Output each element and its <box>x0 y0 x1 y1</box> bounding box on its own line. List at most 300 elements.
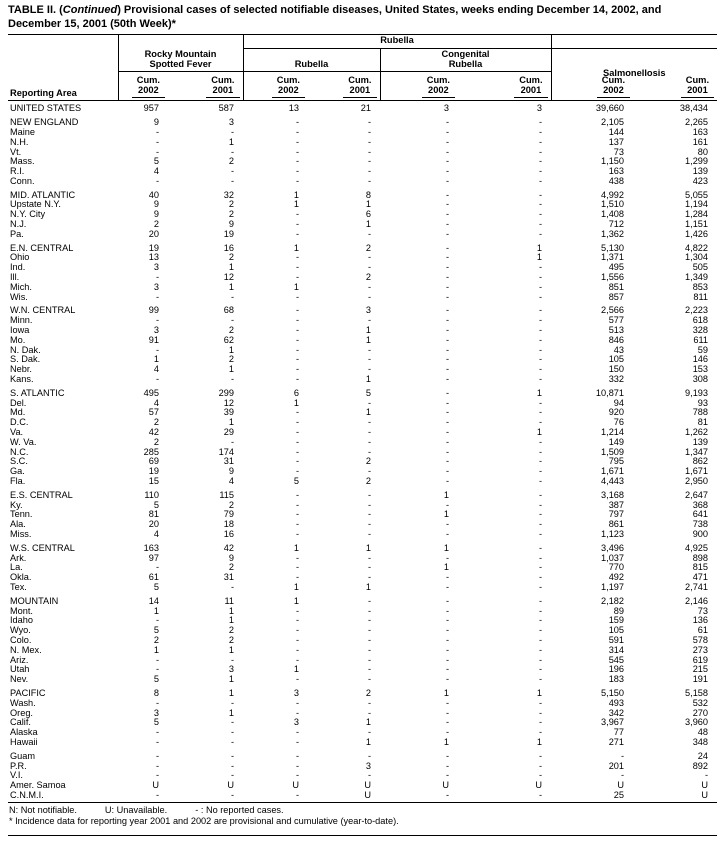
value-cell: - <box>538 291 543 302</box>
table-row <box>8 675 717 685</box>
value-cell: 14 <box>148 595 159 606</box>
value-cell: 285 <box>143 446 159 457</box>
value-cell: 5,150 <box>601 687 625 698</box>
value-cell: - <box>445 209 449 220</box>
footnote-key-line <box>9 805 717 817</box>
value-cell: 61 <box>148 572 159 583</box>
value-cell: 1 <box>228 417 234 428</box>
value-cell: - <box>445 436 449 447</box>
value-cell: - <box>295 136 299 147</box>
area-cell: W.S. CENTRAL <box>10 542 75 553</box>
value-cell: - <box>445 664 449 675</box>
value-cell: - <box>367 417 371 428</box>
value-cell: - <box>538 219 543 230</box>
value-cell: 19 <box>148 466 159 477</box>
header-group-rubella <box>243 49 380 73</box>
value-cell: 9 <box>153 199 159 210</box>
value-cell: - <box>538 572 543 583</box>
value-cell: - <box>295 156 299 167</box>
value-cell: 94 <box>613 397 625 408</box>
value-cell: - <box>367 644 371 655</box>
area-cell: Oreg. <box>10 707 33 718</box>
value-cell: 619 <box>692 654 709 665</box>
value-cell: 5 <box>365 387 371 398</box>
table-row <box>8 177 717 187</box>
value-cell: 2 <box>153 219 159 230</box>
area-cell: Nev. <box>10 674 29 685</box>
value-cell: 115 <box>219 489 234 500</box>
value-cell: 73 <box>697 605 709 616</box>
rmsf-label-line2: Spotted Fever <box>149 58 212 69</box>
header-row-groups <box>8 49 717 73</box>
value-cell: 1 <box>443 687 449 698</box>
value-cell: 788 <box>692 407 709 418</box>
value-cell: 12 <box>223 397 234 408</box>
header-rmsf-spacer <box>118 34 243 49</box>
area-cell: Colo. <box>10 634 32 645</box>
value-cell: 4,925 <box>685 542 709 553</box>
area-cell: Ga. <box>10 466 25 477</box>
value-cell: 5,158 <box>685 687 709 698</box>
value-cell: - <box>445 595 449 606</box>
value-cell: - <box>295 209 299 220</box>
value-cell: 97 <box>148 552 159 563</box>
value-cell: 146 <box>692 354 709 365</box>
value-cell: - <box>538 654 543 665</box>
value-cell: - <box>367 552 371 563</box>
value-cell: 149 <box>608 436 625 447</box>
value-cell: 861 <box>608 519 625 530</box>
value-cell: 1 <box>365 374 371 385</box>
value-cell: - <box>538 528 543 539</box>
value-cell: - <box>538 499 543 510</box>
value-cell: 495 <box>608 262 625 273</box>
column-header-cum-2002: Cum. 2002 <box>380 72 458 101</box>
value-cell: - <box>445 499 449 510</box>
footnote-no-cases: - : No reported cases. <box>195 804 284 815</box>
value-cell: 270 <box>692 707 709 718</box>
table-row <box>8 389 717 399</box>
value-cell: 4 <box>153 364 159 375</box>
value-cell: - <box>295 315 299 326</box>
area-cell: Mass. <box>10 156 35 167</box>
value-cell: U <box>617 780 625 791</box>
value-cell: 811 <box>693 291 709 302</box>
table-row <box>8 293 717 303</box>
value-cell: 91 <box>148 334 159 345</box>
value-cell: - <box>155 789 159 800</box>
value-cell: 16 <box>223 528 234 539</box>
value-cell: - <box>295 572 299 583</box>
area-cell: Conn. <box>10 175 35 186</box>
value-cell: - <box>367 466 371 477</box>
area-cell: S.C. <box>10 456 28 467</box>
value-cell: - <box>367 605 371 616</box>
value-cell: - <box>230 374 234 385</box>
value-cell: 4,992 <box>601 189 625 200</box>
congenital-label-line2: Rubella <box>448 58 483 69</box>
value-cell: 163 <box>143 542 159 553</box>
value-cell: - <box>445 674 449 685</box>
value-cell: 215 <box>692 664 709 675</box>
value-cell: - <box>230 760 234 771</box>
area-cell: NEW ENGLAND <box>10 117 79 128</box>
value-cell: - <box>538 397 543 408</box>
value-cell: - <box>538 644 543 655</box>
area-cell: Tex. <box>10 581 27 592</box>
value-cell: 857 <box>608 291 625 302</box>
value-cell: - <box>367 674 371 685</box>
area-cell: Ky. <box>10 499 23 510</box>
value-cell: - <box>295 407 299 418</box>
value-cell: - <box>445 166 449 177</box>
value-cell: - <box>367 509 371 520</box>
value-cell: - <box>367 262 371 273</box>
value-cell: 641 <box>692 509 709 520</box>
value-cell: - <box>230 436 234 447</box>
value-cell: 1,362 <box>601 228 625 239</box>
header-rubella-superspan <box>243 34 551 49</box>
value-cell: - <box>445 252 449 263</box>
area-cell: Vt. <box>10 146 22 157</box>
value-cell: - <box>538 436 543 447</box>
value-cell: 1 <box>536 687 543 698</box>
value-cell: - <box>155 615 159 626</box>
value-cell: 2 <box>365 272 371 283</box>
value-cell: 40 <box>148 189 159 200</box>
value-cell: 105 <box>608 354 625 365</box>
value-cell: - <box>295 634 299 645</box>
value-cell: 1 <box>536 242 543 253</box>
value-cell: 368 <box>692 499 709 510</box>
value-cell: - <box>367 615 371 626</box>
value-cell: 3,496 <box>601 542 625 553</box>
table-title <box>8 4 717 32</box>
value-cell: - <box>538 189 543 200</box>
value-cell: - <box>230 291 234 302</box>
value-cell: 1 <box>443 562 449 573</box>
value-cell: 1 <box>365 199 371 210</box>
value-cell: 578 <box>692 634 709 645</box>
area-cell: Kans. <box>10 374 34 385</box>
value-cell: 77 <box>613 727 625 738</box>
value-cell: - <box>445 281 449 292</box>
value-cell: - <box>445 697 449 708</box>
value-cell: - <box>295 625 299 636</box>
value-cell: - <box>445 789 449 800</box>
value-cell: - <box>295 674 299 685</box>
value-cell: - <box>295 291 299 302</box>
table-row <box>8 583 717 593</box>
value-cell: - <box>538 562 543 573</box>
value-cell: - <box>445 727 449 738</box>
value-cell: 2 <box>153 436 159 447</box>
area-cell: N.H. <box>10 136 29 147</box>
value-cell: - <box>155 315 159 326</box>
value-cell: - <box>445 305 449 316</box>
value-cell: 10,871 <box>595 387 625 398</box>
value-cell: - <box>367 344 371 355</box>
value-cell: - <box>295 325 299 336</box>
value-cell: 1 <box>293 542 299 553</box>
area-cell: R.I. <box>10 166 25 177</box>
value-cell: U <box>701 789 709 800</box>
header-salmonellosis-spacer <box>551 34 717 49</box>
value-cell: 1 <box>153 605 159 616</box>
value-cell: 3 <box>153 325 159 336</box>
table-row <box>8 771 717 781</box>
value-cell: - <box>538 476 543 486</box>
value-cell: - <box>538 175 543 186</box>
area-cell: N.C. <box>10 446 29 457</box>
value-cell: - <box>155 760 159 771</box>
value-cell: - <box>367 595 371 606</box>
value-cell: 1 <box>293 397 299 408</box>
value-cell: - <box>367 315 371 326</box>
value-cell: - <box>445 397 449 408</box>
value-cell: - <box>445 126 449 137</box>
value-cell: 1 <box>293 281 299 292</box>
value-cell: - <box>538 117 543 128</box>
value-cell: 1 <box>443 489 449 500</box>
value-cell: 9 <box>228 219 234 230</box>
value-cell: - <box>620 750 625 761</box>
value-cell: 314 <box>608 644 625 655</box>
value-cell: 69 <box>148 456 159 467</box>
value-cell: - <box>230 175 234 186</box>
value-cell: - <box>295 219 299 230</box>
value-cell: 16 <box>223 242 234 253</box>
value-cell: 73 <box>613 146 625 157</box>
value-cell: - <box>155 291 159 302</box>
value-cell: 1,037 <box>601 552 625 563</box>
value-cell: 1 <box>228 707 234 718</box>
area-cell: N. Dak. <box>10 344 41 355</box>
area-cell: Upstate N.Y. <box>10 199 61 210</box>
area-cell: Mich. <box>10 281 32 292</box>
value-cell: 2 <box>228 156 234 167</box>
value-cell: 19 <box>148 242 159 253</box>
table-row <box>8 781 717 791</box>
value-cell: 513 <box>608 325 625 336</box>
value-cell: 6 <box>365 209 371 220</box>
value-cell: 1,304 <box>685 252 709 263</box>
value-cell: - <box>538 707 543 718</box>
table-row <box>8 101 717 114</box>
value-cell: 1 <box>365 542 371 553</box>
value-cell: - <box>295 654 299 665</box>
value-cell: 1,284 <box>685 209 709 220</box>
value-cell: - <box>445 146 449 157</box>
value-cell: 618 <box>692 315 709 326</box>
value-cell: - <box>445 615 449 626</box>
area-cell: C.N.M.I. <box>10 789 44 800</box>
value-cell: - <box>538 466 543 477</box>
value-cell: 1 <box>365 407 371 418</box>
value-cell: - <box>155 727 159 738</box>
rubella-superspan-label: Rubella <box>244 35 551 48</box>
value-cell: 59 <box>697 344 709 355</box>
value-cell: - <box>367 499 371 510</box>
area-cell: Del. <box>10 397 27 408</box>
value-cell: 738 <box>692 519 709 530</box>
value-cell: 770 <box>608 562 625 573</box>
value-cell: 2 <box>228 625 234 636</box>
value-cell: - <box>295 456 299 467</box>
value-cell: 139 <box>692 436 709 447</box>
value-cell: - <box>295 509 299 520</box>
column-header-cum-2001: Cum. 2001 <box>308 72 380 101</box>
value-cell: 3 <box>153 281 159 292</box>
value-cell: 81 <box>697 417 709 428</box>
value-cell: - <box>295 697 299 708</box>
value-cell: 21 <box>360 103 371 114</box>
value-cell: - <box>367 489 371 500</box>
area-cell: Fla. <box>10 476 26 486</box>
area-cell: V.I. <box>10 770 23 781</box>
header-group-rmsf <box>118 49 243 73</box>
value-cell: - <box>367 634 371 645</box>
value-cell: 19 <box>223 228 234 239</box>
value-cell: - <box>367 281 371 292</box>
value-cell: 79 <box>223 509 234 520</box>
value-cell: - <box>538 272 543 283</box>
value-cell: - <box>538 146 543 157</box>
value-cell: - <box>367 354 371 365</box>
value-cell: 892 <box>692 760 709 771</box>
area-cell: Okla. <box>10 572 32 583</box>
value-cell: 1 <box>228 605 234 616</box>
value-cell: - <box>445 456 449 467</box>
value-cell: - <box>295 364 299 375</box>
value-cell: 1 <box>228 364 234 375</box>
value-cell: - <box>295 228 299 239</box>
value-cell: 1 <box>365 325 371 336</box>
value-cell: - <box>295 446 299 457</box>
footnote-not-notifiable: N: Not notifiable. <box>9 804 77 815</box>
header-row-top <box>8 34 717 49</box>
value-cell: - <box>538 228 543 239</box>
value-cell: - <box>155 664 159 675</box>
value-cell: - <box>367 727 371 738</box>
value-cell: 144 <box>608 126 625 137</box>
value-cell: 76 <box>613 417 625 428</box>
value-cell: 846 <box>608 334 625 345</box>
value-cell: 39 <box>223 407 234 418</box>
value-cell: 1,408 <box>601 209 625 220</box>
value-cell: 797 <box>608 509 625 520</box>
area-cell: Iowa <box>10 325 30 336</box>
value-cell: - <box>538 509 543 520</box>
area-cell: Md. <box>10 407 26 418</box>
value-cell: 815 <box>692 562 709 573</box>
value-cell: 2 <box>228 499 234 510</box>
value-cell: 105 <box>608 625 625 636</box>
value-cell: - <box>538 407 543 418</box>
value-cell: - <box>445 717 449 728</box>
value-cell: - <box>295 499 299 510</box>
value-cell: - <box>367 136 371 147</box>
value-cell: 1,151 <box>685 219 709 230</box>
reporting-area-header: Reporting Area <box>8 72 118 101</box>
value-cell: - <box>295 334 299 345</box>
value-cell: - <box>538 374 543 385</box>
value-cell: 1 <box>228 674 234 685</box>
value-cell: U <box>442 780 449 791</box>
value-cell: - <box>538 136 543 147</box>
value-cell: 4,822 <box>685 242 709 253</box>
value-cell: 2,265 <box>685 117 709 128</box>
value-cell: - <box>230 750 234 761</box>
value-cell: - <box>155 136 159 147</box>
value-cell: 29 <box>223 427 234 438</box>
column-header-cum-2002: Cum. 2002 <box>243 72 308 101</box>
value-cell: 5 <box>153 581 159 592</box>
value-cell: 3,960 <box>685 717 709 728</box>
value-cell: - <box>230 126 234 137</box>
value-cell: 900 <box>692 528 709 539</box>
value-cell: - <box>230 166 234 177</box>
value-cell: 1,262 <box>685 427 709 438</box>
value-cell: 471 <box>692 572 709 583</box>
area-cell: Tenn. <box>10 509 33 520</box>
value-cell: 1 <box>536 736 543 747</box>
value-cell: - <box>295 417 299 428</box>
value-cell: - <box>445 528 449 539</box>
value-cell: - <box>445 654 449 665</box>
area-cell: Idaho <box>10 615 33 626</box>
value-cell: 387 <box>608 499 625 510</box>
value-cell: - <box>295 466 299 477</box>
value-cell: 3,967 <box>601 717 625 728</box>
area-cell: Pa. <box>10 228 24 239</box>
value-cell: - <box>295 344 299 355</box>
value-cell: - <box>295 489 299 500</box>
value-cell: - <box>445 644 449 655</box>
value-cell: - <box>538 760 543 771</box>
value-cell: 15 <box>148 476 159 486</box>
value-cell: - <box>538 334 543 345</box>
value-cell: - <box>367 146 371 157</box>
value-cell: 163 <box>608 166 625 177</box>
value-cell: - <box>230 581 234 592</box>
value-cell: 139 <box>692 166 709 177</box>
table-row <box>8 597 717 607</box>
area-cell: Calif. <box>10 717 31 728</box>
value-cell: - <box>295 354 299 365</box>
value-cell: 3 <box>536 103 543 114</box>
value-cell: 201 <box>608 760 625 771</box>
bottom-rule <box>8 835 717 836</box>
value-cell: 32 <box>223 189 234 200</box>
value-cell: 2 <box>228 325 234 336</box>
value-cell: - <box>230 736 234 747</box>
area-cell: Wis. <box>10 291 28 302</box>
footnote-incidence-note: * Incidence data for reporting year 2001 and 2002 are provisional and cumulative (year-to-date). <box>9 816 399 827</box>
value-cell: - <box>295 736 299 747</box>
value-cell: 174 <box>218 446 234 457</box>
area-cell: W. Va. <box>10 436 37 447</box>
value-cell: 153 <box>692 364 709 375</box>
value-cell: 2,146 <box>685 595 709 606</box>
value-cell: - <box>538 305 543 316</box>
value-cell: 62 <box>223 334 234 345</box>
value-cell: - <box>704 770 709 781</box>
value-cell: 1,197 <box>601 581 625 592</box>
value-cell: 136 <box>692 615 709 626</box>
value-cell: - <box>538 717 543 728</box>
value-cell: - <box>445 427 449 438</box>
